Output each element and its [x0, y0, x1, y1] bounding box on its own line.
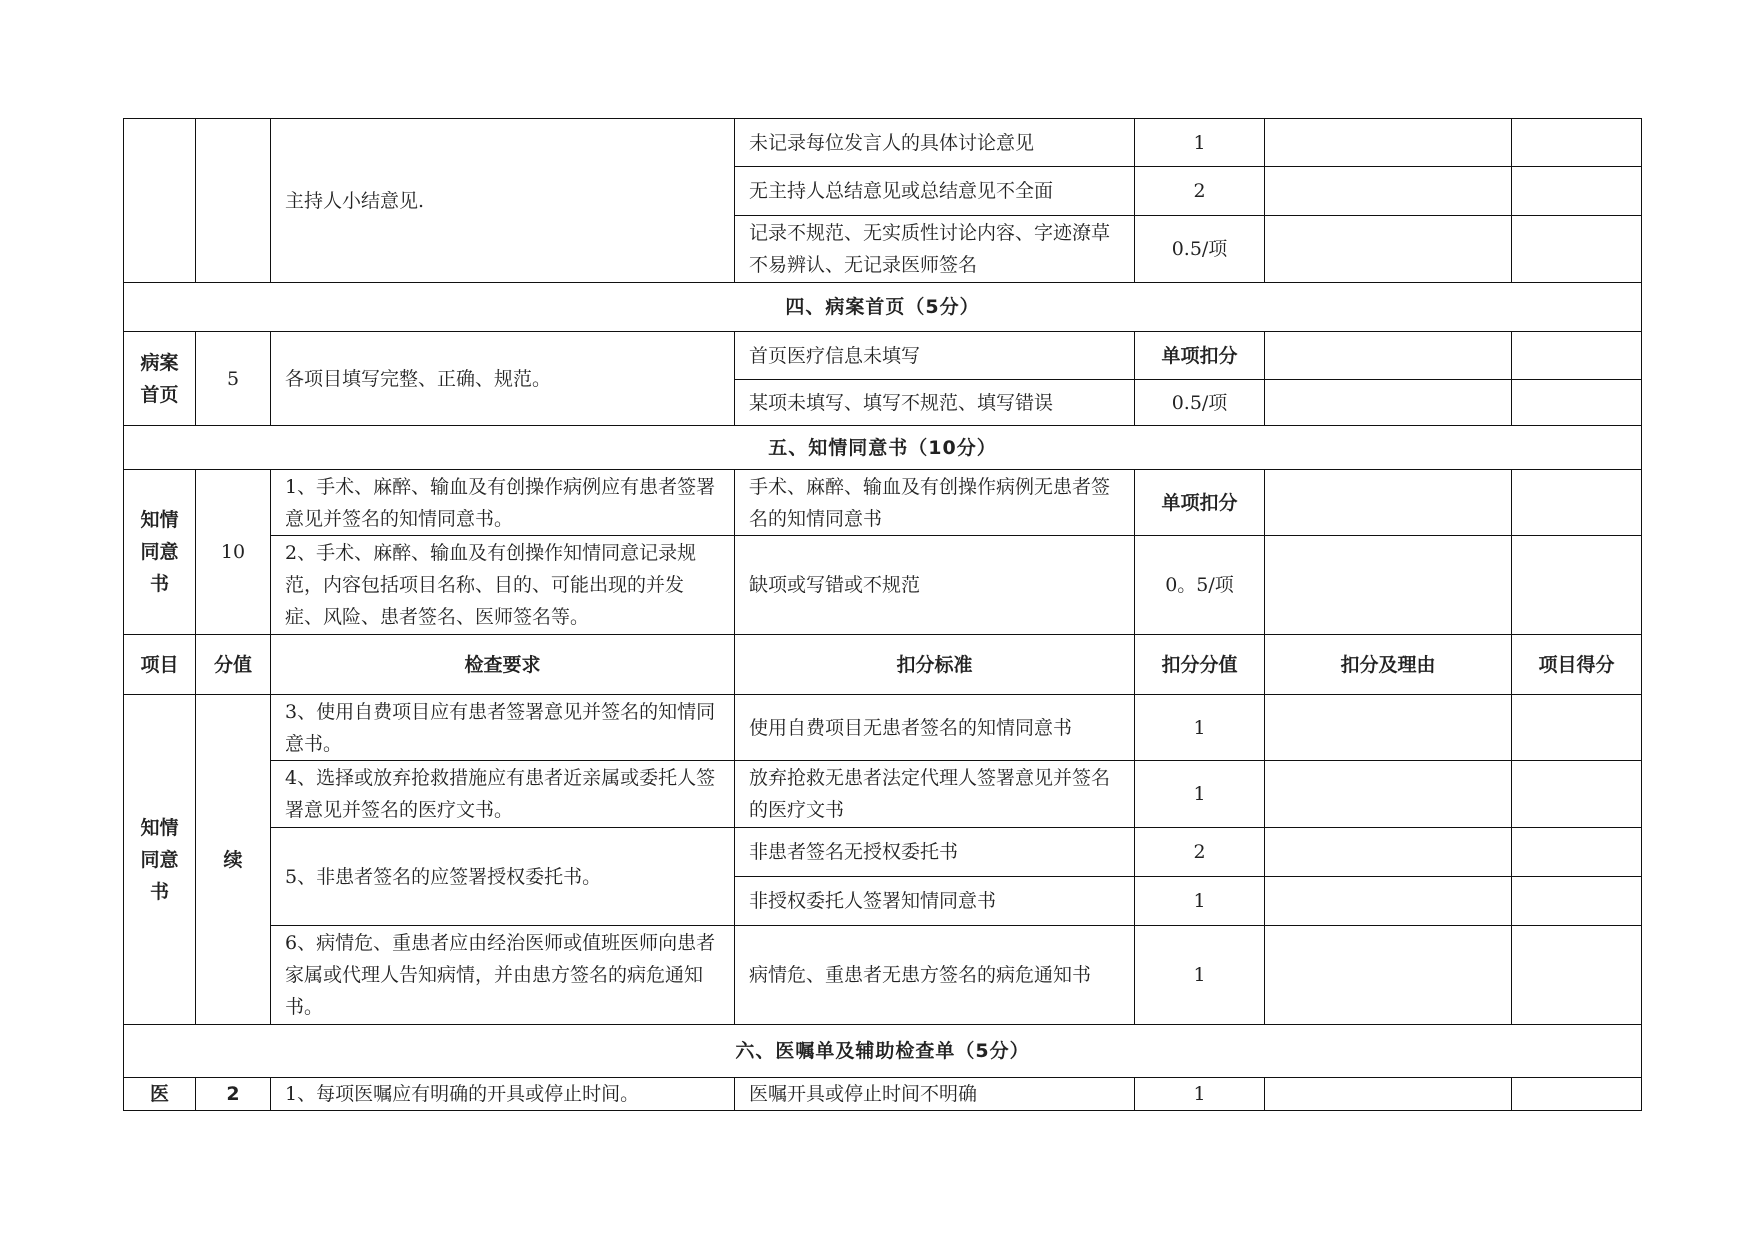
deduction-reason-cell[interactable]	[1265, 761, 1512, 828]
table-row	[124, 536, 1642, 635]
item-score-cell[interactable]	[1512, 536, 1642, 635]
deduction-value: 0。5/项	[1135, 536, 1265, 635]
requirement-cell: 1、每项医嘱应有明确的开具或停止时间。	[271, 1078, 735, 1111]
table-row	[124, 926, 1642, 1025]
table-row	[124, 119, 1642, 167]
item-name: 病案首页	[124, 332, 196, 426]
section-title: 六、医嘱单及辅助检查单（5分）	[124, 1025, 1642, 1078]
criterion-cell: 放弃抢救无患者法定代理人签署意见并签名的医疗文书	[735, 761, 1135, 828]
requirement-cell: 3、使用自费项目应有患者签署意见并签名的知情同意书。	[271, 695, 735, 761]
deduction-reason-cell[interactable]	[1265, 877, 1512, 926]
header-item-score: 项目得分	[1512, 635, 1642, 695]
inspection-table	[123, 118, 1642, 1111]
item-score-cell[interactable]	[1512, 695, 1642, 761]
deduction-value: 2	[1135, 167, 1265, 216]
table-row	[124, 828, 1642, 877]
section-title-row	[124, 426, 1642, 470]
criterion-cell: 未记录每位发言人的具体讨论意见	[735, 119, 1135, 167]
requirement-cell: 4、选择或放弃抢救措施应有患者近亲属或委托人签署意见并签名的医疗文书。	[271, 761, 735, 828]
item-score-cell[interactable]	[1512, 877, 1642, 926]
item-score-cell[interactable]	[1512, 119, 1642, 167]
item-score: 5	[196, 332, 271, 426]
deduction-value: 1	[1135, 1078, 1265, 1111]
deduction-reason-cell[interactable]	[1265, 332, 1512, 380]
section-title: 四、病案首页（5分）	[124, 283, 1642, 332]
header-requirement: 检查要求	[271, 635, 735, 695]
criterion-cell: 病情危、重患者无患方签名的病危通知书	[735, 926, 1135, 1025]
criterion-cell: 医嘱开具或停止时间不明确	[735, 1078, 1135, 1111]
header-score: 分值	[196, 635, 271, 695]
table-row	[124, 1078, 1642, 1111]
item-score: 10	[196, 470, 271, 635]
deduction-reason-cell[interactable]	[1265, 380, 1512, 426]
deduction-reason-cell[interactable]	[1265, 536, 1512, 635]
deduction-value: 单项扣分	[1135, 332, 1265, 380]
deduction-value: 2	[1135, 828, 1265, 877]
requirement-cell: 各项目填写完整、正确、规范。	[271, 332, 735, 426]
item-score-cell[interactable]	[1512, 332, 1642, 380]
requirement-cell: 6、病情危、重患者应由经治医师或值班医师向患者家属或代理人告知病情，并由患方签名的病危通知书。	[271, 926, 735, 1025]
deduction-value: 1	[1135, 119, 1265, 167]
item-name: 知情同意书	[124, 695, 196, 1025]
item-name: 医	[124, 1078, 196, 1111]
header-criterion: 扣分标准	[735, 635, 1135, 695]
requirement-cell: 2、手术、麻醉、输血及有创操作知情同意记录规范，内容包括项目名称、目的、可能出现的并发症、风险、患者签名、医师签名等。	[271, 536, 735, 635]
deduction-value: 单项扣分	[1135, 470, 1265, 536]
deduction-reason-cell[interactable]	[1265, 828, 1512, 877]
item-name: 知情同意书	[124, 470, 196, 635]
deduction-reason-cell[interactable]	[1265, 470, 1512, 536]
table-row	[124, 470, 1642, 536]
score-cell	[196, 119, 271, 283]
table-row	[124, 761, 1642, 828]
header-row	[124, 635, 1642, 695]
header-reason: 扣分及理由	[1265, 635, 1512, 695]
deduction-reason-cell[interactable]	[1265, 1078, 1512, 1111]
header-deduction-value: 扣分分值	[1135, 635, 1265, 695]
section-title: 五、知情同意书（10分）	[124, 426, 1642, 470]
criterion-cell: 某项未填写、填写不规范、填写错误	[735, 380, 1135, 426]
criterion-cell: 手术、麻醉、输血及有创操作病例无患者签名的知情同意书	[735, 470, 1135, 536]
deduction-reason-cell[interactable]	[1265, 167, 1512, 216]
deduction-value: 1	[1135, 926, 1265, 1025]
item-score-cell[interactable]	[1512, 167, 1642, 216]
criterion-cell: 使用自费项目无患者签名的知情同意书	[735, 695, 1135, 761]
criterion-cell: 首页医疗信息未填写	[735, 332, 1135, 380]
criterion-cell: 记录不规范、无实质性讨论内容、字迹潦草不易辨认、无记录医师签名	[735, 216, 1135, 283]
deduction-value: 1	[1135, 695, 1265, 761]
item-score-cell[interactable]	[1512, 216, 1642, 283]
table-row	[124, 332, 1642, 380]
item-score-cell[interactable]	[1512, 761, 1642, 828]
table-row	[124, 695, 1642, 761]
section-title-row	[124, 283, 1642, 332]
requirement-cell: 1、手术、麻醉、输血及有创操作病例应有患者签署意见并签名的知情同意书。	[271, 470, 735, 536]
criterion-cell: 非患者签名无授权委托书	[735, 828, 1135, 877]
item-score-cell[interactable]	[1512, 828, 1642, 877]
deduction-value: 0.5/项	[1135, 216, 1265, 283]
item-score-cell[interactable]	[1512, 380, 1642, 426]
item-score-cell[interactable]	[1512, 1078, 1642, 1111]
criterion-cell: 缺项或写错或不规范	[735, 536, 1135, 635]
item-cell	[124, 119, 196, 283]
requirement-cell: 5、非患者签名的应签署授权委托书。	[271, 828, 735, 926]
deduction-reason-cell[interactable]	[1265, 216, 1512, 283]
deduction-reason-cell[interactable]	[1265, 695, 1512, 761]
header-item: 项目	[124, 635, 196, 695]
deduction-value: 1	[1135, 877, 1265, 926]
item-score-cell[interactable]	[1512, 470, 1642, 536]
requirement-cell: 主持人小结意见.	[271, 119, 735, 283]
criterion-cell: 无主持人总结意见或总结意见不全面	[735, 167, 1135, 216]
deduction-reason-cell[interactable]	[1265, 926, 1512, 1025]
section-title-row	[124, 1025, 1642, 1078]
item-score: 续	[196, 695, 271, 1025]
deduction-value: 0.5/项	[1135, 380, 1265, 426]
deduction-reason-cell[interactable]	[1265, 119, 1512, 167]
item-score-cell[interactable]	[1512, 926, 1642, 1025]
criterion-cell: 非授权委托人签署知情同意书	[735, 877, 1135, 926]
deduction-value: 1	[1135, 761, 1265, 828]
item-score: 2	[196, 1078, 271, 1111]
